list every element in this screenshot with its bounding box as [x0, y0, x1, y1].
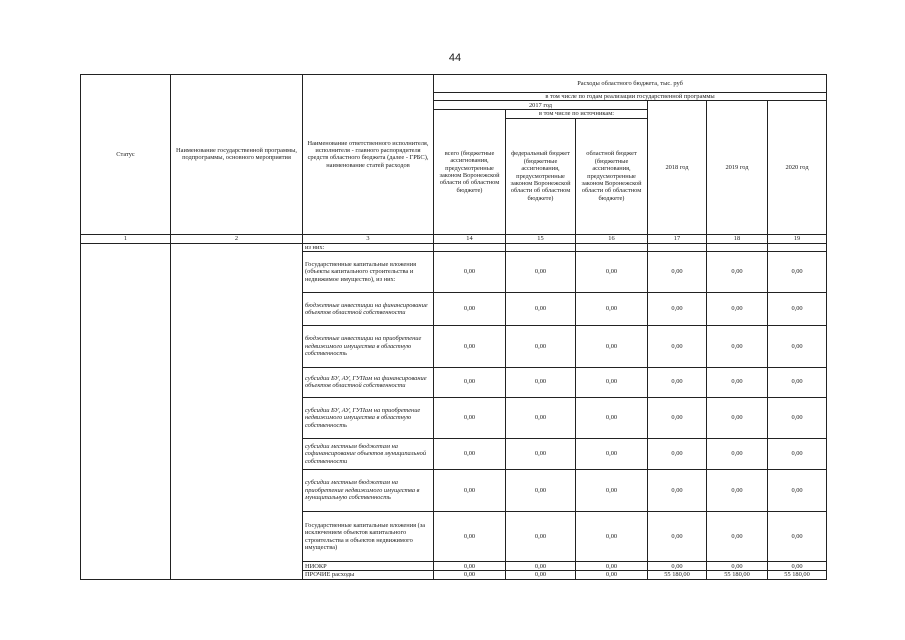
col-number: 14	[434, 234, 506, 243]
value-2018: 0,00	[648, 367, 707, 397]
value-2018: 0,00	[648, 292, 707, 325]
column-numbers-row	[81, 234, 827, 243]
col-number: 3	[303, 234, 434, 243]
value-total: 0,00	[434, 439, 506, 470]
value-federal: 0,00	[506, 252, 576, 292]
value-2019: 0,00	[707, 397, 768, 438]
value-regional: 0,00	[576, 511, 648, 562]
value-2020	[768, 243, 827, 252]
row-label: бюджетные инвестиции на финансирование объектов областной собственности	[303, 292, 434, 325]
value-total	[434, 243, 506, 252]
value-2019: 0,00	[707, 326, 768, 367]
row-label: субсидии местным бюджетам на софинансирование объектов муниципальной собственности	[303, 439, 434, 470]
header-year-2018: 2018 год	[648, 101, 707, 235]
value-total: 0,00	[434, 252, 506, 292]
row-label: субсидии БУ, АУ, ГУПам на приобретение недвижимого имущества в областную собственность	[303, 397, 434, 438]
value-federal: 0,00	[506, 367, 576, 397]
value-total: 0,00	[434, 397, 506, 438]
value-federal: 0,00	[506, 397, 576, 438]
header-by-sources: в том числе по источникам:	[506, 110, 648, 119]
row-label: Государственные капитальные вложения (за исключением объектов капитального строительства и объектов недвижимого имущества)	[303, 511, 434, 562]
row-label: бюджетные инвестиции на приобретение недвижимого имущества в областную собственность	[303, 326, 434, 367]
value-total: 0,00	[434, 292, 506, 325]
value-total: 0,00	[434, 511, 506, 562]
row-label: субсидии БУ, АУ, ГУПам на финансирование объектов областной собственности	[303, 367, 434, 397]
col-number: 15	[506, 234, 576, 243]
value-federal: 0,00	[506, 439, 576, 470]
col-number: 17	[648, 234, 707, 243]
status-cell	[81, 243, 171, 579]
value-2020: 0,00	[768, 397, 827, 438]
budget-table	[80, 74, 827, 580]
row-label: ПРОЧИЕ расходы	[303, 571, 434, 580]
header-total: всего (бюджетные ассигнования, предусмотренные законом Воронежской области об областном бюджете)	[434, 110, 506, 235]
row-label: Государственные капитальные вложения (объекты капитального строительства и недвижимое имущество), из них:	[303, 252, 434, 292]
value-regional: 0,00	[576, 470, 648, 511]
value-2020: 55 180,00	[768, 571, 827, 580]
value-2019: 0,00	[707, 439, 768, 470]
value-regional	[576, 243, 648, 252]
value-2018: 0,00	[648, 470, 707, 511]
value-total: 0,00	[434, 562, 506, 571]
value-2019: 0,00	[707, 252, 768, 292]
value-2018: 0,00	[648, 562, 707, 571]
value-2019	[707, 243, 768, 252]
value-regional: 0,00	[576, 571, 648, 580]
value-2020: 0,00	[768, 470, 827, 511]
value-2020: 0,00	[768, 511, 827, 562]
value-2020: 0,00	[768, 562, 827, 571]
header-federal: федеральный бюджет (бюджетные ассигнования, предусмотренные законом Воронежской области об областном бюджете)	[506, 118, 576, 234]
header-by-years: в том числе по годам реализации государственной программы	[434, 92, 827, 101]
header-regional: областной бюджет (бюджетные ассигнования, предусмотренные законом Воронежской области об областном бюджете)	[576, 118, 648, 234]
value-federal: 0,00	[506, 562, 576, 571]
value-total: 0,00	[434, 326, 506, 367]
header-year-2020: 2020 год	[768, 101, 827, 235]
value-2020: 0,00	[768, 252, 827, 292]
value-total: 0,00	[434, 470, 506, 511]
value-2019: 0,00	[707, 367, 768, 397]
row-label: НИОКР	[303, 562, 434, 571]
value-2019: 0,00	[707, 292, 768, 325]
page-number: 44	[448, 52, 462, 64]
value-regional: 0,00	[576, 292, 648, 325]
value-2020: 0,00	[768, 326, 827, 367]
value-2019: 55 180,00	[707, 571, 768, 580]
col-number: 2	[171, 234, 303, 243]
value-federal: 0,00	[506, 511, 576, 562]
value-2018: 0,00	[648, 439, 707, 470]
value-federal: 0,00	[506, 571, 576, 580]
value-federal: 0,00	[506, 326, 576, 367]
header-year-2019: 2019 год	[707, 101, 768, 235]
value-2020: 0,00	[768, 292, 827, 325]
value-2018: 0,00	[648, 511, 707, 562]
value-2018: 0,00	[648, 252, 707, 292]
value-2019: 0,00	[707, 562, 768, 571]
value-regional: 0,00	[576, 252, 648, 292]
col-number: 16	[576, 234, 648, 243]
header-expenses: Расходы областного бюджета, тыс. руб	[434, 75, 827, 93]
header-program-name: Наименование государственной программы, подпрограммы, основного мероприятия	[171, 75, 303, 235]
value-federal	[506, 243, 576, 252]
header-executor: Наименование ответственного исполнителя, исполнителя - главного распорядителя средств областного бюджета (далее - ГРБС), наименование статей расходов	[303, 75, 434, 235]
value-2020: 0,00	[768, 367, 827, 397]
value-regional: 0,00	[576, 562, 648, 571]
value-2018: 0,00	[648, 397, 707, 438]
value-2018	[648, 243, 707, 252]
value-federal: 0,00	[506, 292, 576, 325]
value-total: 0,00	[434, 571, 506, 580]
table-row	[81, 243, 827, 252]
value-2019: 0,00	[707, 511, 768, 562]
value-regional: 0,00	[576, 326, 648, 367]
value-regional: 0,00	[576, 397, 648, 438]
header-year-2017: 2017 год	[434, 101, 648, 110]
row-label: субсидии местным бюджетам на приобретение недвижимого имущества в муниципальную собственность	[303, 470, 434, 511]
row-label: из них:	[303, 243, 434, 252]
value-total: 0,00	[434, 367, 506, 397]
header-status: Статус	[81, 75, 171, 235]
value-2018: 0,00	[648, 326, 707, 367]
value-regional: 0,00	[576, 439, 648, 470]
value-2018: 55 180,00	[648, 571, 707, 580]
value-2019: 0,00	[707, 470, 768, 511]
program-name-cell	[171, 243, 303, 579]
col-number: 18	[707, 234, 768, 243]
value-2020: 0,00	[768, 439, 827, 470]
value-federal: 0,00	[506, 470, 576, 511]
value-regional: 0,00	[576, 367, 648, 397]
col-number: 1	[81, 234, 171, 243]
col-number: 19	[768, 234, 827, 243]
